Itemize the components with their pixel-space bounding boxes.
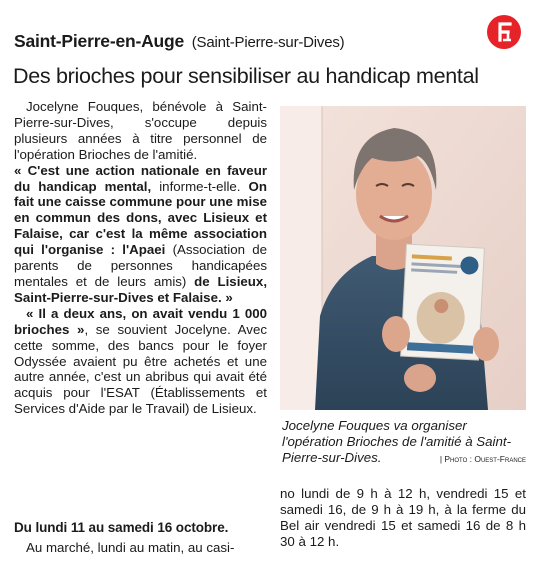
- paragraph-1: Jocelyne Fouques, bénévole à Saint-Pierre-sur-Dives, s'occupe depuis plusieurs années à titre personnel de l'opération Brioches de l'amitié.: [14, 99, 267, 162]
- article-body-column-1: [14, 99, 267, 417]
- ouest-france-logo-mark: [487, 15, 521, 49]
- attribution-1: informe-t-elle.: [151, 178, 241, 194]
- dates-subhead: Du lundi 11 au samedi 16 octobre.: [14, 520, 229, 535]
- quote-2: « Il a deux ans, on avait vendu 1 000 brioches »: [14, 305, 267, 337]
- photo-caption: Jocelyne Fouques va organiser l'opération Brioches de l'amitié à Saint-Pierre-sur-Dives.: [282, 418, 512, 465]
- photo-credit: | Photo : Ouest-France: [439, 454, 526, 464]
- apaei-expansion: (Association de parents de personnes handicapées mentales et de leurs amis): [14, 242, 268, 289]
- quote-1c: de Lisieux, Saint-Pierre-sur-Dives et Falaise. »: [14, 273, 268, 305]
- location-sub: (Saint-Pierre-sur-Dives): [191, 34, 345, 51]
- location-line: [14, 31, 344, 52]
- paragraph-3-text: , se souvient Jocelyne. Avec cette somme, des bancs pour le foyer Odyssée avaient pu être achetés et une autre année, c'est un abribus qui avait été acquis pour l'ESAT (Établissements et Services d'Aide par le Travail) de Lisieux.: [14, 321, 267, 417]
- paragraph-2: [14, 163, 267, 306]
- article-headline: Des brioches pour sensibiliser au handicap mental: [13, 64, 479, 88]
- paragraph-3: [14, 306, 267, 417]
- quote-1a: « C'est une action nationale en faveur du handicap mental,: [14, 162, 267, 194]
- photo-illustration: [280, 106, 526, 410]
- paragraph-4-col1: Au marché, lundi au matin, au casi-: [26, 540, 235, 555]
- article-photo: [280, 106, 526, 410]
- ouest-france-logo: [487, 15, 521, 49]
- paragraph-4-col2: no lundi de 9 h à 12 h, vendredi 15 et samedi 16, de 9 h à 19 h, à la ferme du Bel air vendredi 15 et samedi 16 de 8 h 30 à 12 h.: [280, 486, 526, 549]
- quote-1b: On fait une caisse commune pour une mise en commun des dons, avec Lisieux et Falaise, car c'est la même association qui l'organise : l'Apaei: [14, 178, 267, 258]
- location-place: Saint-Pierre-en-Auge: [14, 31, 185, 51]
